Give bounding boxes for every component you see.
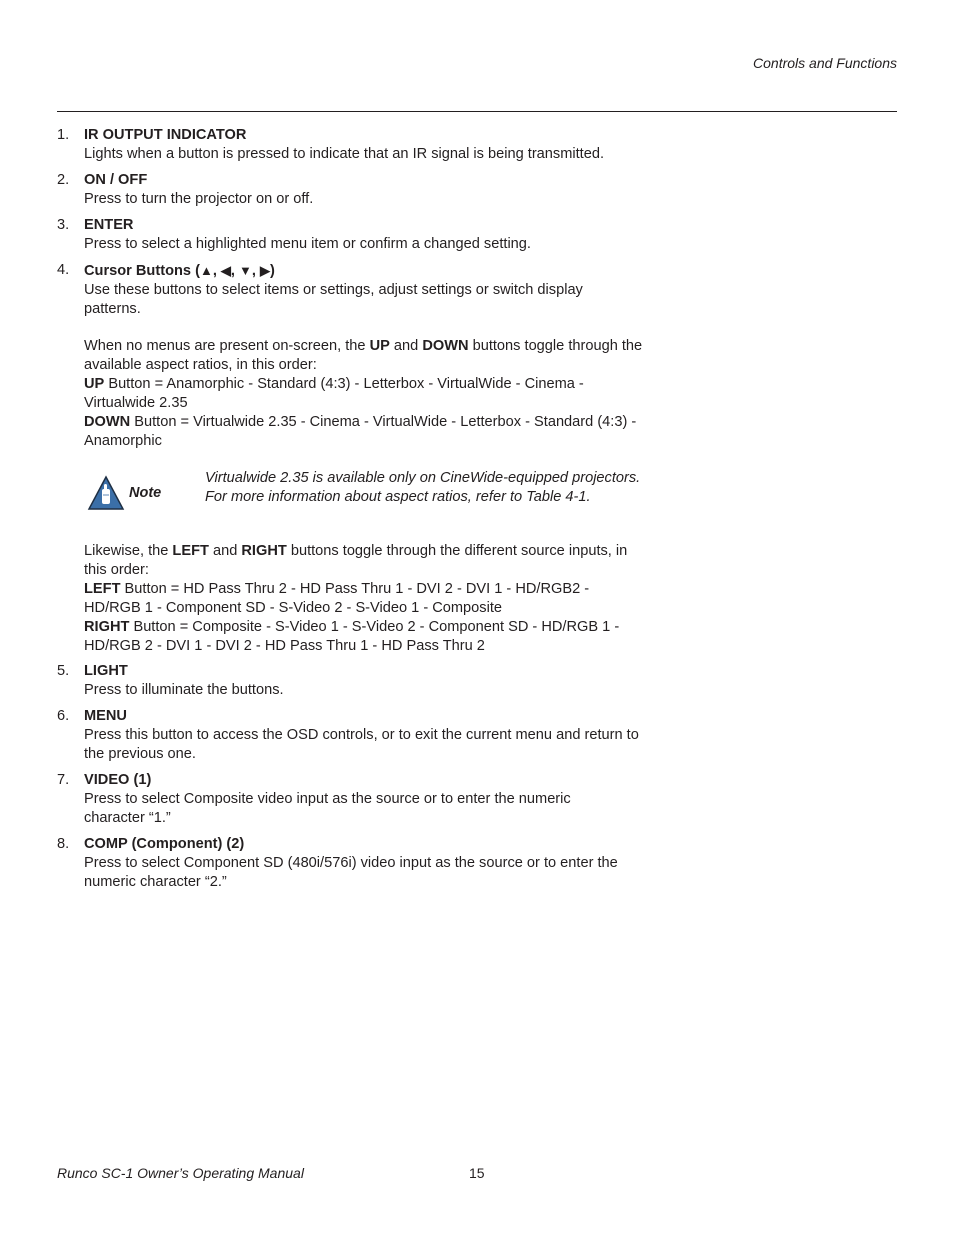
item-number: 2. xyxy=(57,172,70,188)
left-button-order: LEFT Button = HD Pass Thru 2 - HD Pass Thru 1 - DVI 2 - DVI 1 - HD/RGB2 - HD/RGB 1 - Component SD - S-Video 2 - S-Video 1 - Composite xyxy=(84,581,590,616)
list-item-ir-output xyxy=(57,126,677,164)
item-description: Press to select Component SD (480i/576i) video input as the source or to enter the numeric character “2.” xyxy=(84,855,618,890)
list-item-enter xyxy=(57,216,677,254)
list-item-video xyxy=(57,771,677,828)
list-item-comp xyxy=(57,835,677,892)
item-number: 3. xyxy=(57,217,70,233)
item-description: Lights when a button is pressed to indicate that an IR signal is being transmitted. xyxy=(84,146,605,162)
left-arrow-icon: ◀ xyxy=(220,263,231,278)
footer-manual-title: Runco SC-1 Owner’s Operating Manual xyxy=(57,1165,304,1181)
note-label: Note xyxy=(129,485,162,501)
item-number: 6. xyxy=(57,708,70,724)
up-button-order: UP Button = Anamorphic - Standard (4:3) - Letterbox - VirtualWide - Cinema - Virtualwide 2.35 xyxy=(84,376,584,411)
aspect-ratio-paragraph: When no menus are present on-screen, the UP and DOWN buttons toggle through the available aspect ratios, in this order: xyxy=(84,338,643,373)
list-item-cursor-buttons xyxy=(57,261,657,451)
item-title: LIGHT xyxy=(84,663,128,679)
running-header: Controls and Functions xyxy=(753,55,897,71)
item-title: Cursor Buttons (▲, ◀, ▼, ▶) xyxy=(84,263,275,279)
item-number: 8. xyxy=(57,836,70,852)
item-title: MENU xyxy=(84,708,127,724)
header-rule xyxy=(57,111,897,112)
item-number: 1. xyxy=(57,127,70,143)
down-button-order: DOWN Button = Virtualwide 2.35 - Cinema - VirtualWide - Letterbox - Standard (4:3) - Anamorphic xyxy=(84,414,637,449)
list-item-menu xyxy=(57,707,677,764)
up-arrow-icon: ▲ xyxy=(199,263,213,278)
right-arrow-icon: ▶ xyxy=(260,263,271,278)
item-number: 5. xyxy=(57,663,70,679)
list-item-light xyxy=(57,662,677,700)
item-description: Press to select Composite video input as the source or to enter the numeric character “1.” xyxy=(84,791,571,826)
item-title: ON / OFF xyxy=(84,172,148,188)
note-text: Virtualwide 2.35 is available only on CineWide-equipped projectors. For more information about aspect ratios, refer to Table 4-1. xyxy=(205,470,641,505)
right-button-order: RIGHT Button = Composite - S-Video 1 - S-Video 2 - Component SD - HD/RGB 1 - HD/RGB 2 - DVI 1 - DVI 2 - HD Pass Thru 1 - HD Pass Thru 2 xyxy=(84,619,620,654)
item-description: Press to turn the projector on or off. xyxy=(84,191,314,207)
item-description: Press this button to access the OSD controls, or to exit the current menu and return to the previous one. xyxy=(84,727,639,762)
item-description: Press to select a highlighted menu item or confirm a changed setting. xyxy=(84,236,531,252)
list-item-cursor-buttons-continued xyxy=(57,542,657,656)
note-callout xyxy=(84,469,674,519)
down-arrow-icon: ▼ xyxy=(239,263,252,278)
item-description: Use these buttons to select items or settings, adjust settings or switch display patterns. xyxy=(84,282,583,317)
item-description: Press to illuminate the buttons. xyxy=(84,682,284,698)
item-title: COMP (Component) (2) xyxy=(84,836,245,852)
note-hand-icon xyxy=(87,475,125,517)
list-item-on-off xyxy=(57,171,677,209)
page-number: 15 xyxy=(469,1165,485,1181)
item-number: 4. xyxy=(57,262,70,278)
item-title: ENTER xyxy=(84,217,134,233)
item-title: IR OUTPUT INDICATOR xyxy=(84,127,247,143)
item-title: VIDEO (1) xyxy=(84,772,152,788)
source-input-paragraph: Likewise, the LEFT and RIGHT buttons toggle through the different source inputs, in this order: xyxy=(84,543,628,578)
item-number: 7. xyxy=(57,772,70,788)
